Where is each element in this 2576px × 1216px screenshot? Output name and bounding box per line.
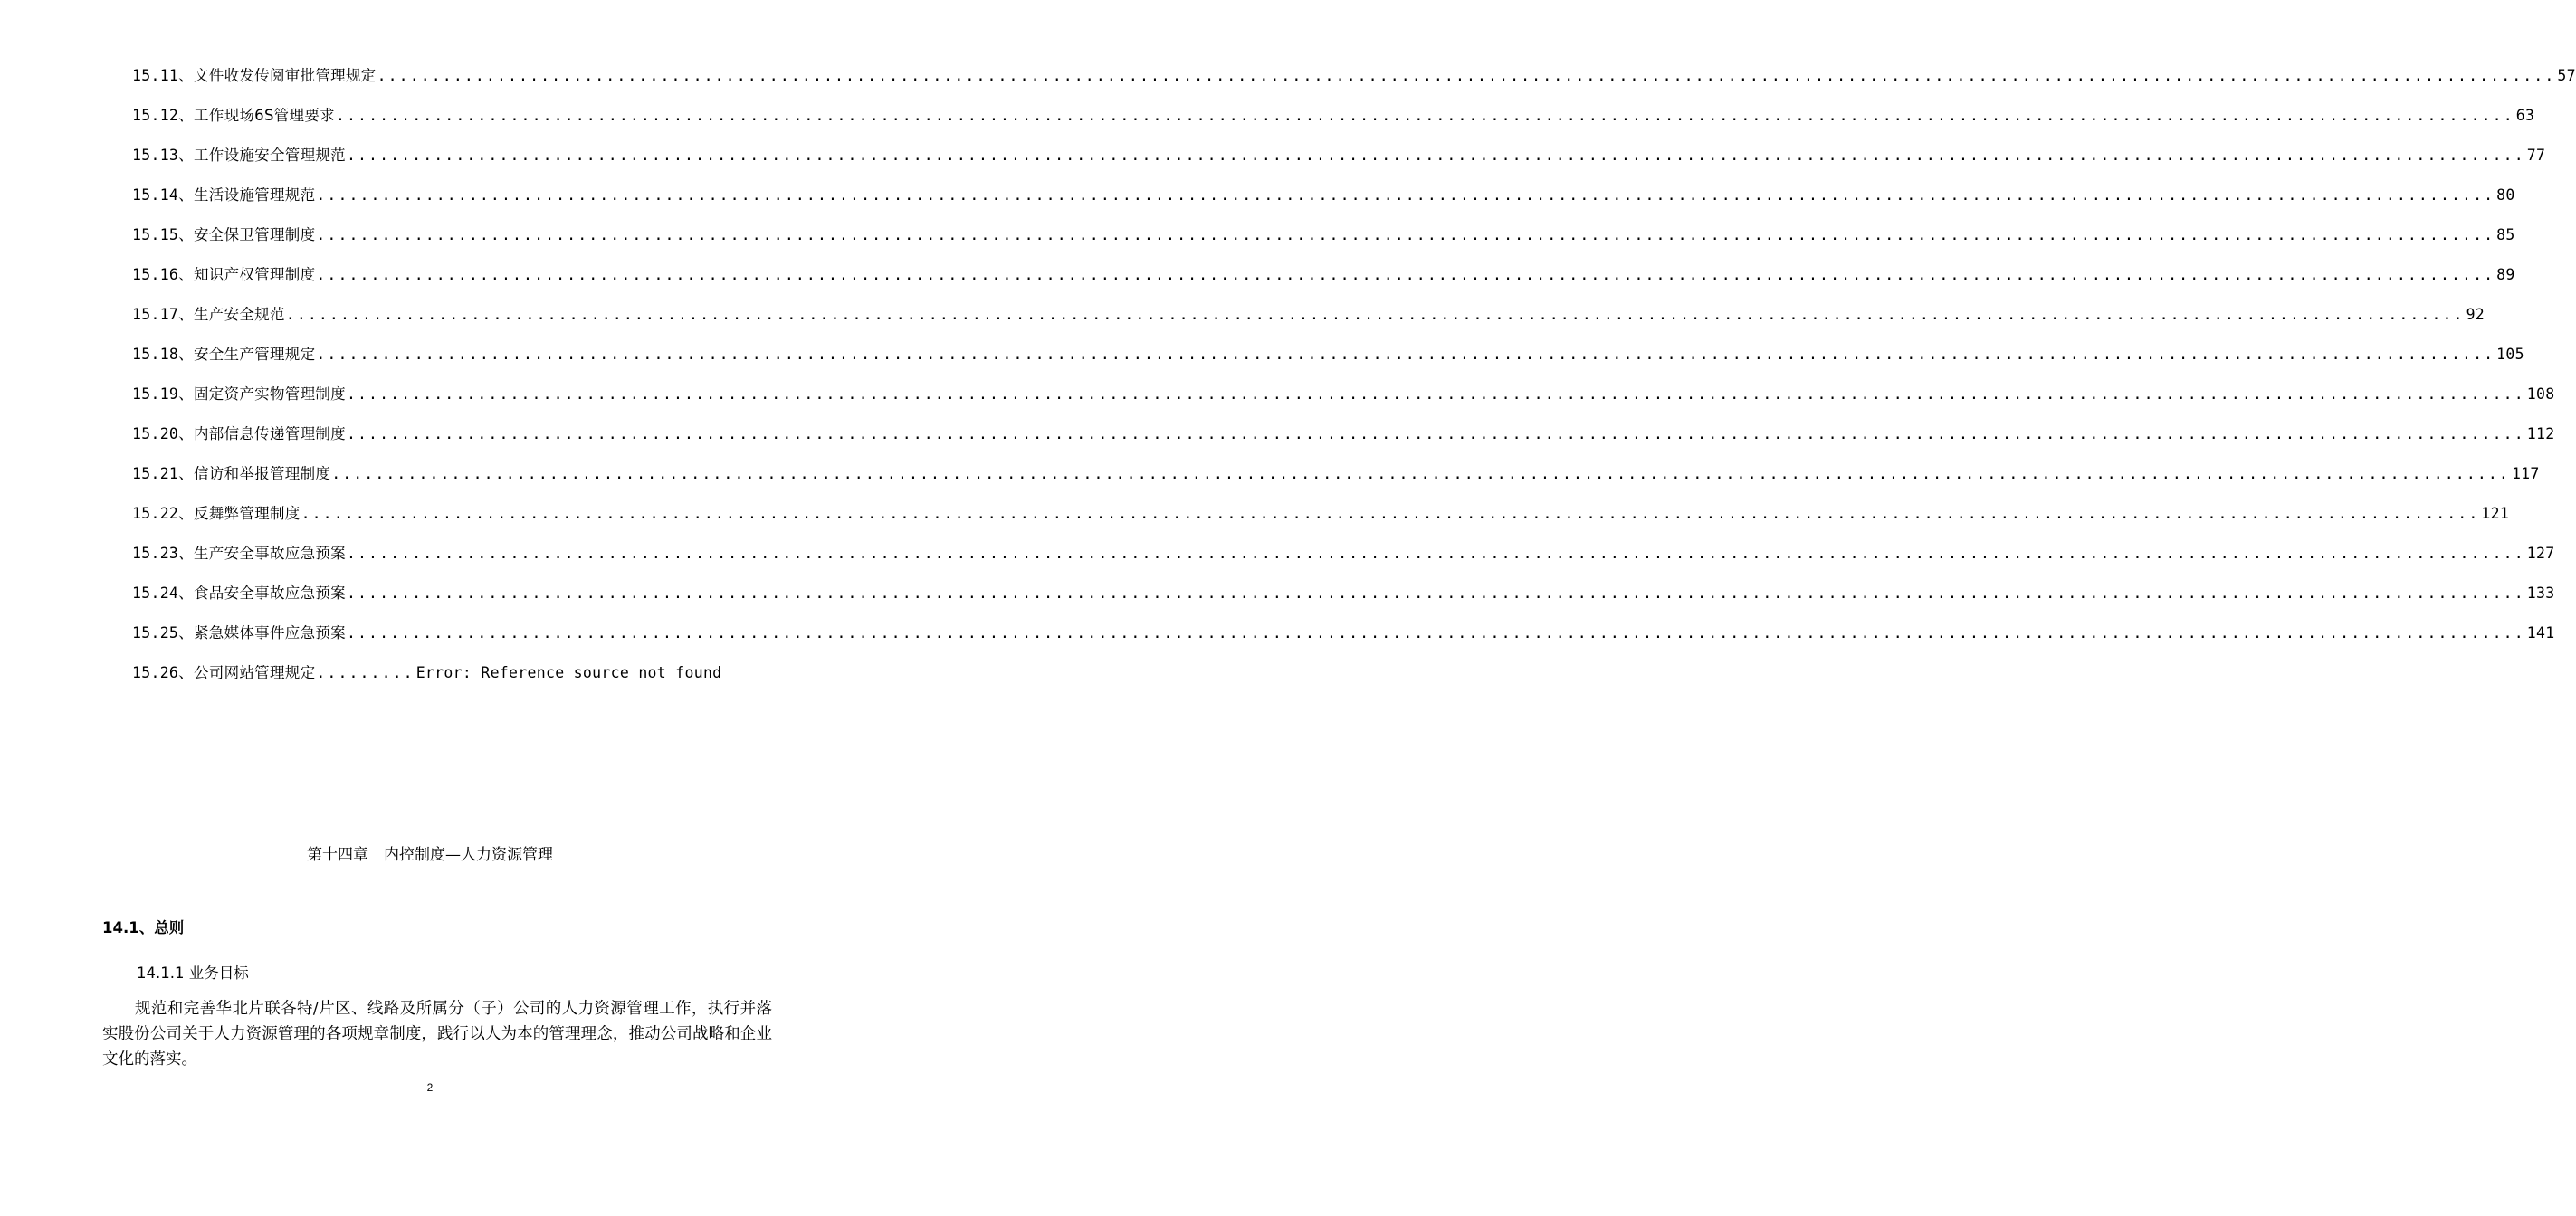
toc-entry-page: 77 [2526, 147, 2546, 164]
toc-entry-page: 133 [2526, 584, 2555, 602]
toc-entry-page: 92 [2466, 306, 2485, 323]
toc-dot-leader: ........................................................................................................................................................................................................ [331, 465, 2510, 482]
toc-entry[interactable] [132, 423, 2555, 463]
toc-entry[interactable] [132, 662, 722, 702]
toc-entry-number: 15.22、 [132, 505, 194, 522]
toc-entry[interactable] [132, 503, 2510, 543]
toc-dot-leader: ........................................................................................................................................................................................................ [316, 226, 2495, 243]
toc-entry-title: 工作现场6S管理要求 [193, 107, 335, 124]
toc-dot-leader: ......... [316, 664, 415, 681]
toc-entry-title: 生产安全规范 [193, 306, 285, 323]
toc-entry-page: 57 [2557, 67, 2576, 84]
toc-entry-number: 15.23、 [132, 545, 194, 562]
toc-dot-leader: ........................................................................................................................................................................................................ [301, 505, 2480, 522]
toc-dot-leader: ........................................................................................................................................................................................................ [335, 107, 2514, 124]
table-of-contents [132, 65, 2576, 702]
toc-entry-page: Error: Reference source not found [415, 664, 722, 681]
page-number: 2 [426, 1081, 434, 1094]
toc-entry-number: 15.16、 [132, 266, 194, 283]
toc-entry[interactable] [132, 583, 2555, 622]
toc-entry[interactable] [132, 304, 2485, 344]
toc-entry-number: 15.20、 [132, 425, 194, 442]
toc-entry[interactable] [132, 344, 2524, 384]
chapter-title: 第十四章 内控制度—人力资源管理 [307, 846, 553, 864]
toc-entry-title: 生产安全事故应急预案 [193, 545, 346, 562]
toc-entry-page: 63 [2515, 107, 2535, 124]
toc-entry-title: 食品安全事故应急预案 [193, 584, 346, 602]
toc-entry-number: 15.14、 [132, 186, 194, 204]
toc-entry-number: 15.15、 [132, 226, 194, 243]
toc-entry-title: 安全保卫管理制度 [193, 226, 316, 243]
toc-entry[interactable] [132, 622, 2555, 662]
toc-entry-number: 15.26、 [132, 664, 194, 681]
toc-entry[interactable] [132, 185, 2515, 224]
toc-dot-leader: ........................................................................................................................................................................................................ [346, 545, 2525, 562]
toc-entry-page: 121 [2481, 505, 2510, 522]
toc-dot-leader: ........................................................................................................................................................................................................ [346, 385, 2525, 403]
toc-entry[interactable] [132, 224, 2515, 264]
toc-entry-number: 15.12、 [132, 107, 194, 124]
toc-entry-title: 工作设施安全管理规范 [193, 147, 346, 164]
toc-dot-leader: ........................................................................................................................................................................................................ [377, 67, 2556, 84]
toc-dot-leader: ........................................................................................................................................................................................................ [346, 624, 2525, 641]
toc-dot-leader: ........................................................................................................................................................................................................ [285, 306, 2465, 323]
toc-entry[interactable] [132, 264, 2515, 304]
toc-dot-leader: ........................................................................................................................................................................................................ [316, 346, 2495, 363]
toc-dot-leader: ........................................................................................................................................................................................................ [346, 584, 2525, 602]
toc-entry-title: 内部信息传递管理制度 [193, 425, 346, 442]
toc-dot-leader: ........................................................................................................................................................................................................ [346, 425, 2525, 442]
toc-entry-number: 15.13、 [132, 147, 194, 164]
toc-entry-number: 15.24、 [132, 584, 194, 602]
toc-entry-number: 15.19、 [132, 385, 194, 403]
section-heading: 14.1、总则 [102, 919, 185, 936]
toc-entry-title: 信访和举报管理制度 [193, 465, 331, 482]
toc-entry-title: 安全生产管理规定 [193, 346, 316, 363]
toc-entry-page: 112 [2526, 425, 2555, 442]
toc-entry-number: 15.21、 [132, 465, 194, 482]
toc-entry-page: 85 [2496, 226, 2515, 243]
toc-dot-leader: ........................................................................................................................................................................................................ [316, 266, 2495, 283]
toc-entry-title: 公司网站管理规定 [193, 664, 316, 681]
toc-entry-page: 141 [2526, 624, 2555, 641]
toc-dot-leader: ........................................................................................................................................................................................................ [316, 186, 2495, 204]
toc-entry[interactable] [132, 65, 2576, 105]
toc-entry-page: 117 [2511, 465, 2540, 482]
toc-entry-page: 80 [2496, 186, 2515, 204]
toc-entry-title: 固定资产实物管理制度 [193, 385, 346, 403]
toc-entry-title: 生活设施管理规范 [193, 186, 316, 204]
toc-entry-title: 文件收发传阅审批管理规定 [193, 67, 377, 84]
toc-entry[interactable] [132, 463, 2540, 503]
toc-entry-number: 15.11、 [132, 67, 194, 84]
toc-entry-title: 反舞弊管理制度 [193, 505, 301, 522]
toc-entry-number: 15.18、 [132, 346, 194, 363]
toc-entry-page: 89 [2496, 266, 2515, 283]
toc-entry[interactable] [132, 384, 2555, 423]
toc-entry-number: 15.25、 [132, 624, 194, 641]
toc-entry[interactable] [132, 105, 2535, 145]
toc-entry-title: 知识产权管理制度 [193, 266, 316, 283]
sub-heading: 14.1.1 业务目标 [137, 964, 249, 982]
toc-dot-leader: ........................................................................................................................................................................................................ [346, 147, 2525, 164]
toc-entry[interactable] [132, 145, 2546, 185]
toc-entry[interactable] [132, 543, 2555, 583]
toc-entry-page: 127 [2526, 545, 2555, 562]
body-paragraph: 规范和完善华北片联各特/片区、线路及所属分（子）公司的人力资源管理工作，执行并落实股份公司关于人力资源管理的各项规章制度，践行以人为本的管理理念，推动公司战略和企业文化的落实。 [102, 1000, 772, 1069]
toc-entry-page: 105 [2496, 346, 2524, 363]
toc-entry-title: 紧急媒体事件应急预案 [193, 624, 346, 641]
toc-entry-number: 15.17、 [132, 306, 194, 323]
toc-entry-page: 108 [2526, 385, 2555, 403]
